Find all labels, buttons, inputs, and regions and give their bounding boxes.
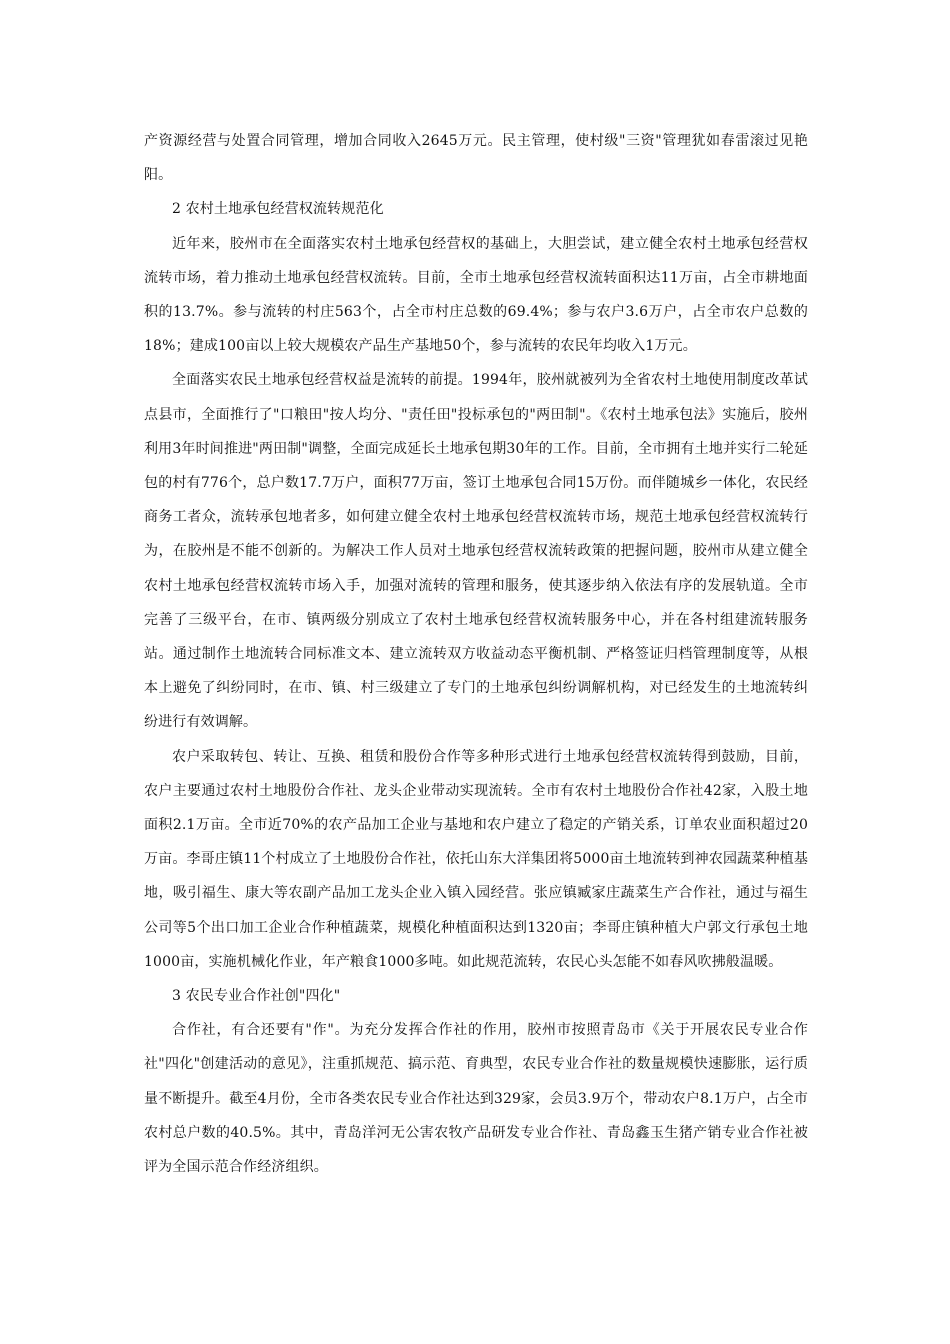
paragraph: 全面落实农民土地承包经营权益是流转的前提。1994年，胶州就被列为全省农村土地使用制度改革试点县市，全面推行了"口粮田"按人均分、"责任田"投标承包的"两田制"。《农村土地承包法》实施后，胶州利用3年时间推进"两田制"调整，全面完成延长土地承包期30年的工作。目前，全市拥有土地并实行二轮延包的村有776个，总户数17.7万户，面积77万亩，签订土地承包合同15万份。而伴随城乡一体化，农民经商务工者众，流转承包地者多，如何建立健全农村土地承包经营权流转市场，规范土地承包经营权流转行为，在胶州是不能不创新的。为解决工作人员对土地承包经营权流转政策的把握问题，胶州市从建立健全农村土地承包经营权流转市场入手，加强对流转的管理和服务，使其逐步纳入依法有序的发展轨道。全市完善了三级平台，在市、镇两级分别成立了农村土地承包经营权流转服务中心，并在各村组建流转服务站。通过制作土地流转合同标准文本、建立流转双方收益动态平衡机制、严格签证归档管理制度等，从根本上避免了纠纷同时，在市、镇、村三级建立了专门的土地承包纠纷调解机构，对已经发生的土地流转纠纷进行有效调解。 xyxy=(144,372,808,731)
paragraph-continuation: 产资源经营与处置合同管理，增加合同收入2645万元。民主管理，使村级"三资"管理犹如春雷滚过见艳阳。 xyxy=(144,133,808,184)
paragraph: 农户采取转包、转让、互换、租赁和股份合作等多种形式进行土地承包经营权流转得到鼓励，目前，农户主要通过农村土地股份合作社、龙头企业带动实现流转。全市有农村土地股份合作社42家，入股土地面积2.1万亩。全市近70%的农产品加工企业与基地和农户建立了稳定的产销关系，订单农业面积超过20万亩。李哥庄镇11个村成立了土地股份合作社，依托山东大洋集团将5000亩土地流转到神农园蔬菜种植基地，吸引福生、康大等农副产品加工龙头企业入镇入园经营。张应镇臧家庄蔬菜生产合作社，通过与福生公司等5个出口加工企业合作种植蔬菜，规模化种植面积达到1320亩；李哥庄镇种植大户郭文行承包土地1000亩，实施机械化作业，年产粮食1000多吨。如此规范流转，农民心头怎能不如春风吹拂般温暖。 xyxy=(144,748,808,970)
section-heading-3: 3 农民专业合作社创"四化" xyxy=(172,988,341,1005)
document-body xyxy=(144,124,808,1184)
section-heading-2: 2 农村土地承包经营权流转规范化 xyxy=(172,201,384,218)
paragraph: 合作社，有合还要有"作"。为充分发挥合作社的作用，胶州市按照青岛市《关于开展农民专业合作社"四化"创建活动的意见》，注重抓规范、搞示范、育典型，农民专业合作社的数量规模快速膨胀，运行质量不断提升。截至4月份，全市各类农民专业合作社达到329家，会员3.9万个，带动农户8.1万户，占全市农村总户数的40.5%。其中，青岛洋河无公害农牧产品研发专业合作社、青岛鑫玉生猪产销专业合作社被评为全国示范合作经济组织。 xyxy=(144,1022,808,1176)
paragraph: 近年来，胶州市在全面落实农村土地承包经营权的基础上，大胆尝试，建立健全农村土地承包经营权流转市场，着力推动土地承包经营权流转。目前，全市土地承包经营权流转面积达11万亩，占全市耕地面积的13.7%。参与流转的村庄563个，占全市村庄总数的69.4%；参与农户3.6万户，占全市农户总数的18%；建成100亩以上较大规模农产品生产基地50个，参与流转的农民年均收入1万元。 xyxy=(144,235,808,355)
